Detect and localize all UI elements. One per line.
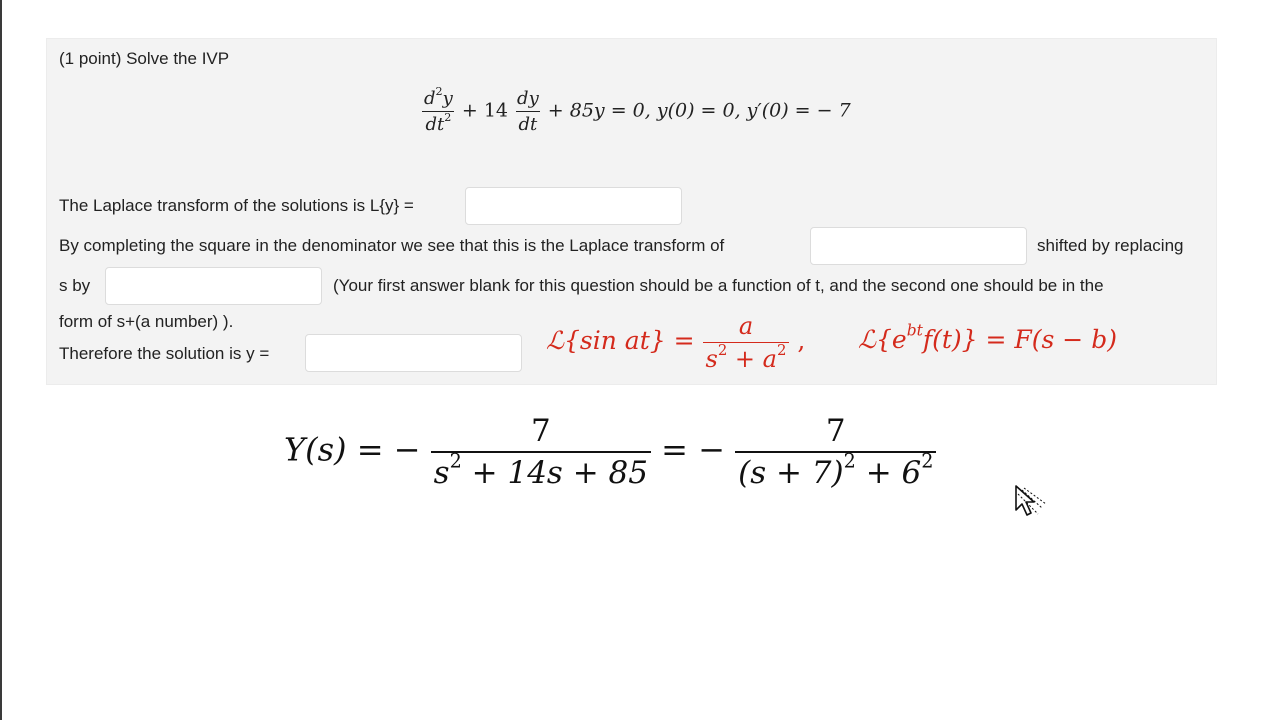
ode-coefficient: + 14 — [461, 99, 508, 122]
ode-initial-conditions: + 85y = 0, y(0) = 0, y′(0) = − 7 — [547, 99, 851, 122]
ys-lhs: Y(s) = − — [284, 430, 421, 469]
window-left-border — [0, 0, 2, 720]
form-text: form of s+(a number) ). — [59, 312, 234, 331]
s-by-label: s by — [59, 276, 91, 295]
shift-theorem-annotation: $ℒ\{e^{bt}f(t)\} = F(s - b)$ — [858, 321, 1117, 354]
shift-answer-input[interactable] — [105, 267, 322, 305]
shifted-text: shifted by replacing — [1037, 236, 1184, 255]
solution-prompt: Therefore the solution is y = — [59, 344, 270, 363]
solution-answer-input[interactable] — [305, 334, 522, 372]
function-answer-input[interactable] — [810, 227, 1027, 265]
ys-fraction-2: $\frac{7}{(s + 7)^2 + 6^2}$ — [735, 413, 936, 491]
ys-fraction-1: $\frac{7}{s^2 + 14s + 85}$ — [431, 413, 651, 491]
sin-transform-annotation: ℒ{sin at} = $\frac{a}{s^2 + a^2}$ , — [546, 312, 806, 373]
second-derivative-fraction: $\frac{d^2y}{dt^2}$ — [424, 85, 453, 135]
first-derivative-fraction: $\frac{dy}{dt}$ — [517, 88, 539, 135]
ode-equation — [421, 85, 851, 135]
problem-header: (1 point) Solve the IVP — [59, 49, 230, 68]
completing-square-text: By completing the square in the denominator we see that this is the Laplace transform of — [59, 236, 725, 255]
laplace-prompt: The Laplace transform of the solutions is L{y} = — [59, 196, 414, 215]
ys-equation — [284, 413, 936, 491]
ys-equals: = − — [661, 430, 725, 469]
busy-cursor-icon — [1012, 484, 1052, 524]
instructions-text: (Your first answer blank for this question should be a function of t, and the second one should be in the — [333, 276, 1104, 295]
sin-transform-fraction: $\frac{a}{s^2 + a^2}$ — [703, 312, 790, 373]
laplace-answer-input[interactable] — [465, 187, 682, 225]
